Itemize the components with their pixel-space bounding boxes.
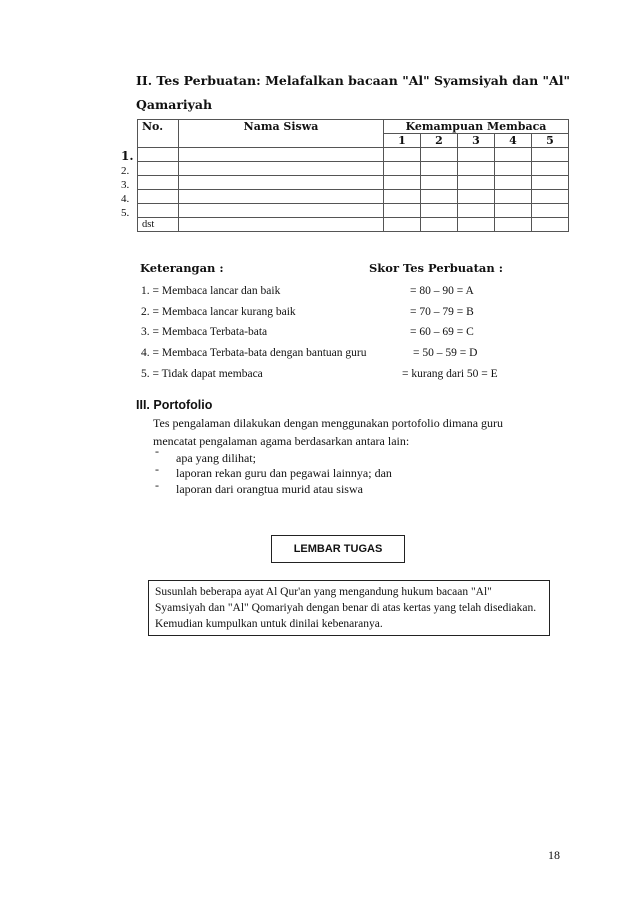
task-line-2: Syamsiyah dan "Al" Qomariyah dengan benar di atas kertas yang telah disediakan.: [155, 602, 537, 614]
table-header-row: [138, 120, 569, 134]
bullet-dash-2: -: [155, 462, 159, 476]
task-line-3: Kemudian kumpulkan untuk dinilai kebenaranya.: [155, 618, 383, 630]
bullet-item-3: laporan dari orangtua murid atau siswa: [176, 482, 363, 496]
header-no: No.: [138, 120, 179, 148]
section-2-title: II. Tes Perbuatan: Melafalkan bacaan "Al" Syamsiyah dan "Al": [136, 73, 570, 88]
lembar-tugas-box: [271, 535, 405, 563]
header-level-2: 2: [421, 134, 458, 148]
assessment-table: [137, 119, 569, 232]
row-number-4: 4.: [121, 193, 130, 205]
page-number: 18: [548, 848, 560, 862]
keterangan-item-2: 2. = Membaca lancar kurang baik: [141, 306, 296, 318]
dst-cell: dst: [138, 218, 179, 232]
table-row: [138, 176, 569, 190]
skor-item-1: = 80 – 90 = A: [410, 285, 474, 297]
skor-item-2: = 70 – 79 = B: [410, 306, 474, 318]
skor-item-4: = 50 – 59 = D: [413, 347, 478, 359]
skor-item-5: = kurang dari 50 = E: [402, 368, 498, 380]
lembar-tugas-title: LEMBAR TUGAS: [293, 543, 383, 555]
header-level-4: 4: [495, 134, 532, 148]
header-level-5: 5: [532, 134, 569, 148]
bullet-item-1: apa yang dilihat;: [176, 451, 256, 465]
table-row: [138, 190, 569, 204]
task-line-1: Susunlah beberapa ayat Al Qur'an yang mengandung hukum bacaan "Al": [155, 586, 492, 598]
bullet-dash-3: -: [155, 478, 159, 492]
keterangan-title: Keterangan :: [140, 261, 224, 275]
skor-item-3: = 60 – 69 = C: [410, 326, 474, 338]
header-level-1: 1: [384, 134, 421, 148]
portofolio-paragraph-line-1: Tes pengalaman dilakukan dengan menggunakan portofolio dimana guru: [153, 416, 504, 430]
keterangan-item-1: 1. = Membaca lancar dan baik: [141, 285, 281, 297]
row-number-3: 3.: [121, 179, 130, 191]
section-2-title-continued: Qamariyah: [136, 97, 213, 112]
section-3-title: III. Portofolio: [136, 398, 213, 412]
header-nama-siswa: Nama Siswa: [179, 120, 384, 148]
keterangan-item-3: 3. = Membaca Terbata-bata: [141, 326, 268, 338]
keterangan-item-4: 4. = Membaca Terbata-bata dengan bantuan guru: [141, 347, 367, 359]
row-number-5: 5.: [121, 207, 130, 219]
task-instructions-box: [148, 580, 550, 636]
table-row: [138, 204, 569, 218]
row-number-2: 2.: [121, 165, 130, 177]
table-row: [138, 148, 569, 162]
table-row: [138, 162, 569, 176]
header-level-3: 3: [458, 134, 495, 148]
portofolio-paragraph-line-2: mencatat pengalaman agama berdasarkan antara lain:: [153, 434, 410, 448]
bullet-dash-1: -: [155, 444, 159, 458]
header-kemampuan-membaca: Kemampuan Membaca: [384, 120, 569, 134]
bullet-item-2: laporan rekan guru dan pegawai lainnya; dan: [176, 466, 392, 480]
skor-title: Skor Tes Perbuatan :: [369, 261, 503, 275]
row-number-1: 1.: [121, 149, 134, 163]
table-row-dst: [138, 218, 569, 232]
keterangan-item-5: 5. = Tidak dapat membaca: [141, 368, 263, 380]
